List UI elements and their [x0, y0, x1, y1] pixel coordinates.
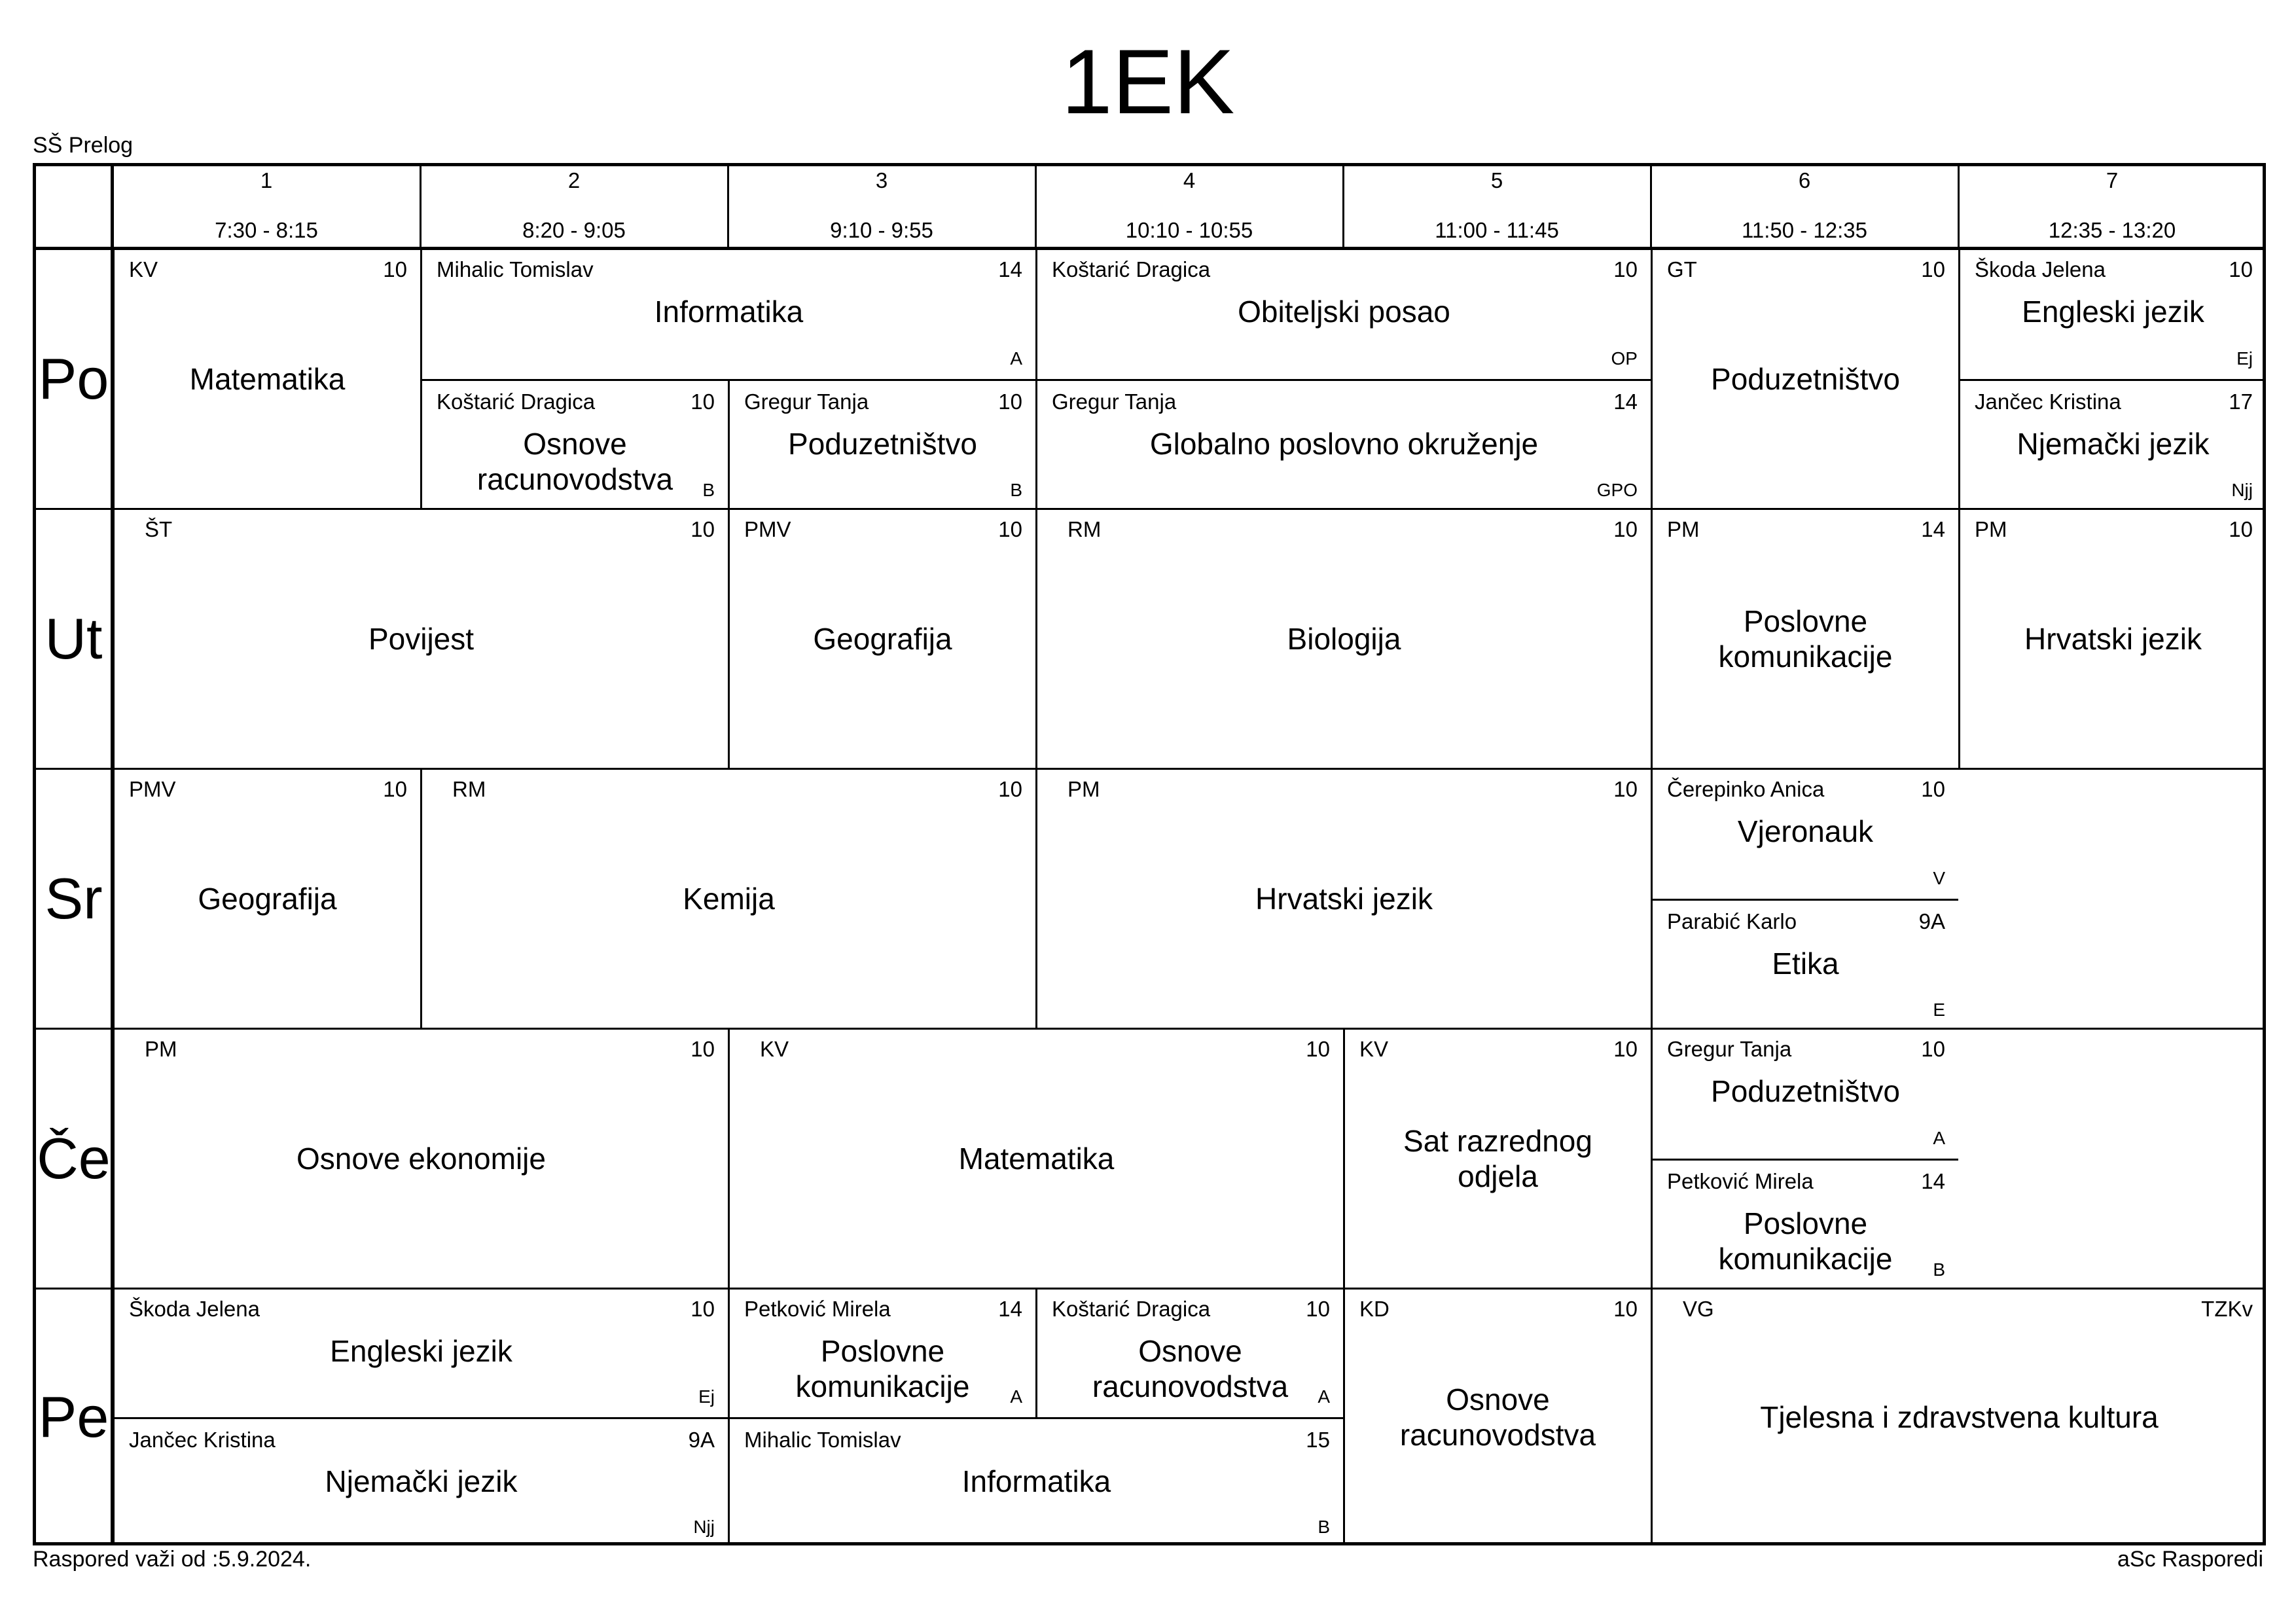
lesson-group: A — [1010, 348, 1022, 369]
lesson-teacher: Mihalic Tomislav — [437, 257, 594, 281]
lesson-teacher: ŠT — [145, 517, 173, 541]
lesson-teacher: Gregur Tanja — [744, 389, 869, 414]
lesson-group: Njj — [693, 1517, 715, 1537]
lesson-subject: Engleski jezik — [330, 1333, 512, 1368]
lesson-subject: Etika — [1772, 946, 1839, 981]
lesson-cell — [728, 1028, 1343, 1288]
lesson-subject: Osnove racunovodstva — [1092, 1333, 1289, 1403]
period-number: 6 — [1798, 168, 1811, 192]
lesson-teacher: PM — [1067, 777, 1100, 801]
lesson-cell — [1651, 899, 1958, 1029]
period-time: 7:30 - 8:15 — [215, 218, 318, 242]
lesson-room: 14 — [1921, 1168, 1945, 1193]
lesson-subject: Poslovne komunikacije — [1718, 1206, 1893, 1276]
lesson-group: B — [1318, 1517, 1330, 1537]
lesson-room: 10 — [998, 517, 1022, 541]
lesson-group: B — [1010, 480, 1022, 500]
lesson-subject: Poduzetništvo — [1711, 1074, 1900, 1109]
lesson-teacher: Koštarić Dragica — [1052, 257, 1211, 281]
lesson-room: 10 — [691, 389, 715, 414]
lesson-teacher: Gregur Tanja — [1667, 1037, 1792, 1061]
lesson-room: 10 — [1921, 257, 1945, 281]
lesson-subject: Poslovne komunikacije — [795, 1333, 970, 1403]
lesson-room: 10 — [383, 777, 407, 801]
lesson-room: 10 — [1613, 1297, 1638, 1321]
lesson-cell — [113, 768, 420, 1028]
lesson-subject: Poduzetništvo — [1711, 361, 1900, 396]
lesson-cell — [1035, 379, 1651, 509]
period-number: 7 — [2106, 168, 2119, 192]
lesson-teacher: GT — [1667, 257, 1697, 281]
lesson-room: 10 — [691, 1297, 715, 1321]
lesson-teacher: RM — [452, 777, 486, 801]
day-label: Ut — [45, 605, 103, 671]
lesson-group: B — [1933, 1259, 1945, 1280]
lesson-room: 10 — [1921, 1037, 1945, 1061]
lesson-room: 10 — [1613, 777, 1638, 801]
lesson-teacher: Škoda Jelena — [1975, 257, 2106, 281]
lesson-room: 14 — [998, 257, 1022, 281]
lesson-teacher: KV — [1359, 1037, 1389, 1061]
lesson-teacher: KD — [1359, 1297, 1390, 1321]
school-name: SŠ Prelog — [33, 133, 134, 158]
lesson-cell — [1035, 249, 1651, 379]
lesson-cell — [113, 509, 728, 768]
lesson-cell — [1651, 1028, 1958, 1159]
lesson-room: TZKv — [2201, 1297, 2253, 1321]
lesson-cell — [728, 509, 1035, 768]
lesson-room: 10 — [691, 1037, 715, 1061]
lesson-teacher: KV — [129, 257, 158, 281]
day-label: Po — [38, 346, 109, 411]
lesson-teacher: PMV — [744, 517, 791, 541]
period-time: 11:50 - 12:35 — [1741, 218, 1868, 242]
lesson-teacher: Jančec Kristina — [129, 1427, 276, 1452]
period-number: 4 — [1183, 168, 1196, 192]
lesson-cell — [1651, 768, 1958, 899]
lesson-room: 15 — [1306, 1427, 1330, 1452]
lesson-room: 10 — [1613, 257, 1638, 281]
lesson-room: 10 — [2229, 257, 2253, 281]
lesson-teacher: Koštarić Dragica — [1052, 1297, 1211, 1321]
lesson-teacher: Gregur Tanja — [1052, 389, 1177, 414]
lesson-group: A — [1318, 1386, 1330, 1407]
lesson-subject: Povijest — [368, 621, 475, 656]
lesson-room: 10 — [383, 257, 407, 281]
lesson-cell — [113, 1288, 728, 1417]
lesson-subject: Osnove racunovodstva — [476, 426, 673, 496]
lesson-teacher: Petković Mirela — [1667, 1168, 1814, 1193]
lesson-cell — [728, 1417, 1343, 1546]
lesson-cell — [113, 1417, 728, 1546]
lesson-group: Ej — [2236, 348, 2253, 369]
lesson-room: 10 — [691, 517, 715, 541]
lesson-cell — [420, 768, 1035, 1028]
lesson-room: 10 — [998, 389, 1022, 414]
lesson-room: 10 — [1306, 1297, 1330, 1321]
lesson-cell — [1651, 1288, 2266, 1545]
lesson-cell — [1958, 379, 2266, 509]
lesson-teacher: RM — [1067, 517, 1102, 541]
day-label: Pe — [38, 1384, 109, 1449]
period-number: 5 — [1490, 168, 1503, 192]
lesson-cell — [1958, 249, 2266, 379]
lesson-teacher: PM — [145, 1037, 177, 1061]
lesson-cell — [728, 379, 1035, 509]
lesson-room: 9A — [688, 1427, 715, 1452]
lesson-cell — [728, 1288, 1035, 1417]
lesson-group: GPO — [1596, 480, 1638, 500]
lesson-teacher: Koštarić Dragica — [437, 389, 596, 414]
lesson-group: B — [702, 480, 715, 500]
lesson-cell — [1651, 249, 1958, 509]
period-number: 1 — [260, 168, 273, 192]
lesson-subject: Informatika — [961, 1464, 1111, 1499]
lesson-room: 10 — [1306, 1037, 1330, 1061]
lesson-subject: Tjelesna i zdravstvena kultura — [1760, 1399, 2159, 1434]
lesson-subject: Njemački jezik — [2017, 426, 2210, 461]
lesson-room: 14 — [1921, 517, 1945, 541]
lesson-teacher: Jančec Kristina — [1975, 389, 2121, 414]
lesson-teacher: Parabić Karlo — [1667, 909, 1797, 933]
lesson-group: V — [1933, 867, 1945, 888]
lesson-room: 9A — [1918, 909, 1945, 933]
lesson-cell — [113, 249, 420, 509]
period-time: 8:20 - 9:05 — [522, 218, 626, 242]
lesson-subject: Globalno poslovno okruženje — [1149, 426, 1539, 461]
period-time: 11:00 - 11:45 — [1435, 218, 1559, 242]
lesson-subject: Matematika — [958, 1141, 1115, 1176]
period-time: 12:35 - 13:20 — [2048, 218, 2176, 242]
lesson-cell — [1035, 1288, 1343, 1417]
lesson-teacher: Čerepinko Anica — [1667, 777, 1825, 801]
valid-from-note: Raspored važi od :5.9.2024. — [33, 1547, 312, 1572]
lesson-subject: Matematika — [189, 361, 346, 396]
lesson-cell — [1958, 509, 2266, 768]
lesson-subject: Vjeronauk — [1737, 814, 1874, 849]
lesson-teacher: PMV — [129, 777, 176, 801]
lesson-cell — [1035, 509, 1651, 768]
lesson-cell — [113, 1028, 728, 1288]
lesson-group: A — [1010, 1386, 1022, 1407]
lesson-teacher: Mihalic Tomislav — [744, 1427, 901, 1452]
lesson-group: A — [1933, 1127, 1945, 1148]
lesson-subject: Njemački jezik — [325, 1464, 518, 1499]
period-time: 10:10 - 10:55 — [1125, 218, 1253, 242]
lesson-group: E — [1933, 1000, 1945, 1020]
lesson-subject: Obiteljski posao — [1238, 295, 1450, 329]
lesson-subject: Poslovne komunikacije — [1718, 604, 1893, 674]
lesson-subject: Kemija — [683, 881, 775, 916]
lesson-group: OP — [1611, 348, 1638, 369]
lesson-group: Njj — [2231, 480, 2253, 500]
lesson-teacher: VG — [1683, 1297, 1714, 1321]
lesson-cell — [1035, 768, 1651, 1028]
lesson-room: 10 — [1613, 1037, 1638, 1061]
period-number: 2 — [567, 168, 581, 192]
lesson-subject: Osnove racunovodstva — [1399, 1382, 1596, 1452]
period-number: 3 — [875, 168, 888, 192]
lesson-subject: Biologija — [1287, 621, 1401, 656]
lesson-cell — [1343, 1288, 1651, 1545]
lesson-subject: Hrvatski jezik — [2024, 621, 2202, 656]
lesson-teacher: Škoda Jelena — [129, 1297, 260, 1321]
page-title: 1EK — [1061, 30, 1235, 133]
lesson-room: 17 — [2229, 389, 2253, 414]
day-label: Če — [37, 1125, 111, 1191]
lesson-room: 10 — [2229, 517, 2253, 541]
period-time: 9:10 - 9:55 — [830, 218, 933, 242]
lesson-subject: Geografija — [813, 621, 952, 656]
day-label: Sr — [45, 865, 103, 931]
lesson-cell — [420, 249, 1035, 379]
lesson-subject: Engleski jezik — [2022, 295, 2204, 329]
lesson-group: Ej — [698, 1386, 715, 1407]
lesson-cell — [1343, 1028, 1651, 1288]
lesson-subject: Sat razrednog odjela — [1403, 1123, 1592, 1193]
lesson-teacher: PM — [1975, 517, 2007, 541]
lesson-room: 10 — [998, 777, 1022, 801]
lesson-teacher: PM — [1667, 517, 1700, 541]
lesson-room: 10 — [1613, 517, 1638, 541]
lesson-teacher: KV — [760, 1037, 789, 1061]
lesson-cell — [1651, 1159, 1958, 1289]
lesson-room: 10 — [1921, 777, 1945, 801]
lesson-subject: Hrvatski jezik — [1255, 881, 1433, 916]
lesson-cell — [1651, 509, 1958, 768]
lesson-cell — [420, 379, 728, 509]
lesson-subject: Poduzetništvo — [788, 426, 977, 461]
software-credit: aSc Rasporedi — [2117, 1547, 2263, 1572]
lesson-teacher: Petković Mirela — [744, 1297, 891, 1321]
lesson-room: 14 — [998, 1297, 1022, 1321]
lesson-subject: Informatika — [654, 295, 804, 329]
lesson-subject: Osnove ekonomije — [296, 1141, 546, 1176]
lesson-subject: Geografija — [198, 881, 337, 916]
lesson-room: 14 — [1613, 389, 1638, 414]
